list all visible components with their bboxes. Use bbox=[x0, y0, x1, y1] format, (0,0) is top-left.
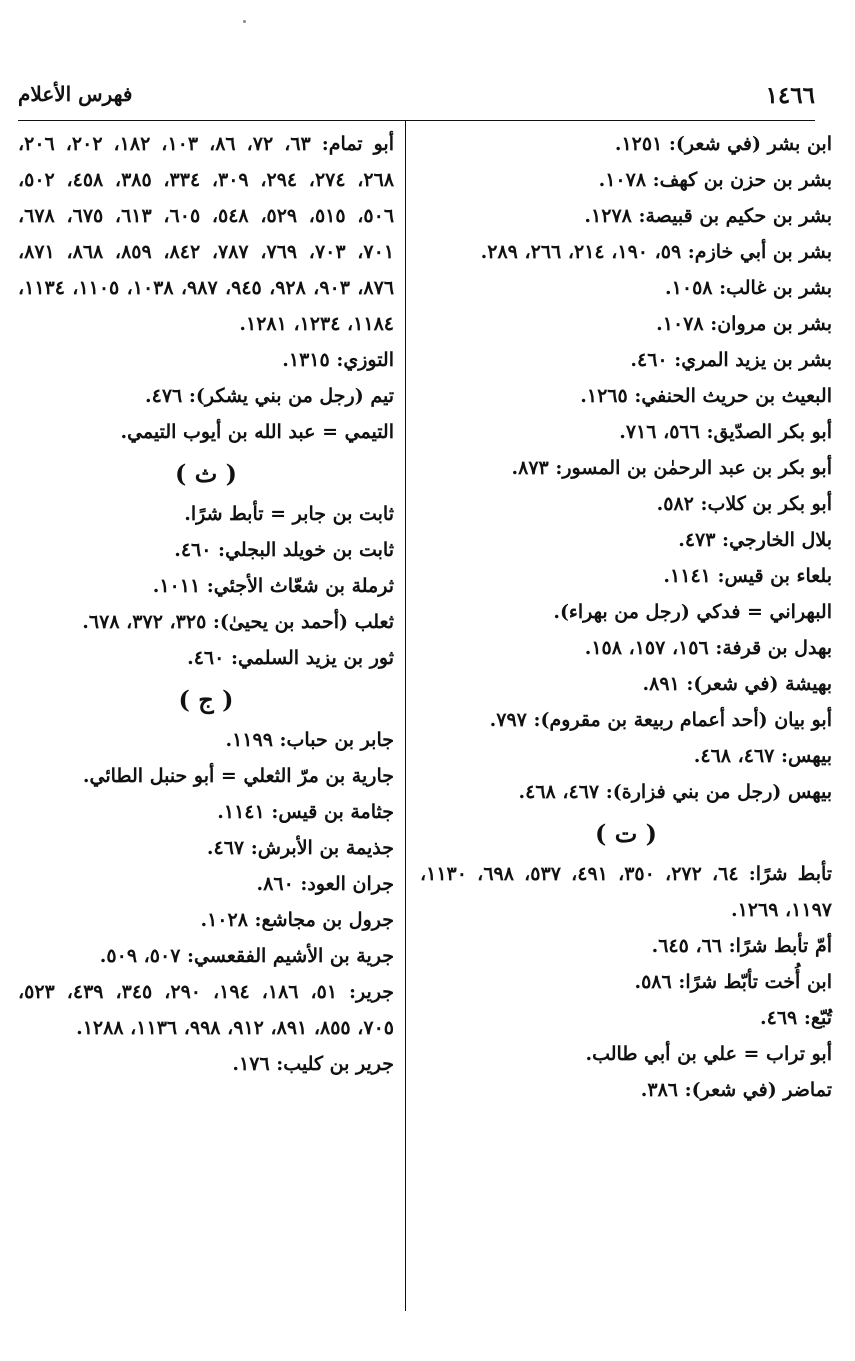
index-entry: بهدل بن قرفة: ١٥٦، ١٥٧، ١٥٨. bbox=[584, 637, 832, 659]
index-entry: ابن بشر (في شعر): ١٢٥١. bbox=[614, 133, 832, 155]
index-entry: أمّ تأبط شرًا: ٦٦، ٦٤٥. bbox=[651, 935, 832, 957]
index-entry: ثابت بن جابر = تأبط شرًا. bbox=[184, 503, 394, 525]
index-entry: جرير: ٥١، ١٨٦، ١٩٤، ٢٩٠، ٣٤٥، ٤٣٩، ٥٢٣، ٧٠٥، ٨٥٥، ٨٩١، ٩١٢، ٩٩٨، ١١٣٦، ١٢٨٨. bbox=[18, 981, 395, 1039]
index-entry: بشر بن يزيد المري: ٤٦٠. bbox=[630, 349, 832, 371]
index-entry: جرية بن الأشيم الفقعسي: ٥٠٧، ٥٠٩. bbox=[99, 945, 394, 967]
index-entry: بشر بن حكيم بن قبيصة: ١٢٧٨. bbox=[584, 205, 832, 227]
index-entry: أبو بكر الصدّيق: ٥٦٦، ٧١٦. bbox=[619, 421, 832, 443]
index-entry: ابن أُخت تأبّط شرًا: ٥٨٦. bbox=[634, 971, 832, 993]
index-entry: جرير بن كليب: ١٧٦. bbox=[232, 1053, 394, 1075]
index-entry: جذيمة بن الأبرش: ٤٦٧. bbox=[206, 837, 394, 859]
index-entry: أبو تمام: ٦٣، ٧٢، ٨٦، ١٠٣، ١٨٢، ٢٠٢، ٢٠٦، ٢٦٨، ٢٧٤، ٢٩٤، ٣٠٩، ٣٣٤، ٣٨٥، ٤٥٨، ٥٠٢، ٥٠٦، ٥١٥، ٥٢٩، ٥٤٨، ٦٠٥، ٦١٣، ٦٧٥، ٦٧٨، ٧٠١، ٧٠٣، ٧٦٩، ٧٨٧، ٨٤٢، ٨٥٩، ٨٦٨، ٨٧١، ٨٧٦، ٩٠٣، ٩٢٨، ٩٤٥، ٩٨٧، ١٠٣٨، ١١٠٥، ١١٣٤، ١١٨٤، ١٢٣٤، ١٢٨١. bbox=[18, 133, 395, 335]
index-entry: تأبط شرًا: ٦٤، ٢٧٢، ٣٥٠، ٤٩١، ٥٣٧، ٦٩٨، ١١٣٠، ١١٩٧، ١٢٦٩. bbox=[420, 863, 833, 921]
index-entry: بشر بن أبي خازم: ٥٩، ١٩٠، ٢١٤، ٢٦٦، ٢٨٩. bbox=[480, 241, 832, 263]
index-entry: البهراني = فدكي (رجل من بهراء). bbox=[553, 601, 832, 623]
scan-speck bbox=[243, 20, 246, 23]
page-header bbox=[18, 82, 815, 114]
index-entry: التيمي = عبد الله بن أيوب التيمي. bbox=[120, 421, 394, 443]
header-rule bbox=[18, 120, 815, 121]
index-entry: بلال الخارجي: ٤٧٣. bbox=[678, 529, 832, 551]
index-entry: التوزي: ١٣١٥. bbox=[282, 349, 394, 371]
index-entry: ثرملة بن شعّاث الأجئي: ١٠١١. bbox=[152, 575, 394, 597]
index-entry: ثور بن يزيد السلمي: ٤٦٠. bbox=[187, 647, 394, 669]
index-entry: أبو تراب = علي بن أبي طالب. bbox=[585, 1043, 832, 1065]
index-entry: ثابت بن خويلد البجلي: ٤٦٠. bbox=[174, 539, 394, 561]
index-entry: جارية بن مرّ الثعلي = أبو حنبل الطائي. bbox=[82, 765, 394, 787]
index-entry: بيهس (رجل من بني فزارة): ٤٦٧، ٤٦٨. bbox=[518, 781, 832, 803]
index-entry: بشر بن مروان: ١٠٧٨. bbox=[656, 313, 832, 335]
index-entry: البعيث بن حريث الحنفي: ١٢٦٥. bbox=[580, 385, 832, 407]
running-title: فهرس الأعلام bbox=[18, 82, 133, 106]
index-entry: أبو بكر بن كلاب: ٥٨٢. bbox=[656, 493, 832, 515]
index-entry: بشر بن غالب: ١٠٥٨. bbox=[665, 277, 832, 299]
index-entry: تُبّع: ٤٦٩. bbox=[759, 1007, 832, 1029]
index-entry: بيهس: ٤٦٧، ٤٦٨. bbox=[693, 745, 832, 767]
index-entry: بشر بن حزن بن كهف: ١٠٧٨. bbox=[598, 169, 832, 191]
index-entry: جرول بن مجاشع: ١٠٢٨. bbox=[200, 909, 394, 931]
index-entry: أبو بكر بن عبد الرحمٰن بن المسور: ٨٧٣. bbox=[511, 457, 832, 479]
index-entry: أبو بيان (أحد أعمام ربيعة بن مقروم): ٧٩٧. bbox=[489, 709, 832, 731]
index-entry: جثامة بن قيس: ١١٤١. bbox=[217, 801, 394, 823]
page-number: ١٤٦٦ bbox=[765, 82, 815, 109]
letter-heading: ( ت ) bbox=[594, 819, 657, 848]
index-entry: بهيشة (في شعر): ٨٩١. bbox=[642, 673, 832, 695]
index-entry: تماضر (في شعر): ٣٨٦. bbox=[640, 1079, 832, 1101]
index-entry: ثعلب (أحمد بن يحيىٰ): ٣٢٥، ٣٧٢، ٦٧٨. bbox=[82, 611, 394, 633]
index-entry: بلعاء بن قيس: ١١٤١. bbox=[663, 565, 832, 587]
letter-heading: ( ج ) bbox=[178, 685, 234, 714]
index-entry: جابر بن حباب: ١١٩٩. bbox=[225, 729, 394, 751]
right-column bbox=[420, 126, 832, 1108]
column-divider bbox=[405, 121, 406, 1311]
left-column bbox=[18, 126, 394, 1082]
index-entry: تيم (رجل من بني يشكر): ٤٧٦. bbox=[144, 385, 394, 407]
letter-heading: ( ث ) bbox=[174, 459, 237, 488]
index-entry: جران العود: ٨٦٠. bbox=[256, 873, 394, 895]
